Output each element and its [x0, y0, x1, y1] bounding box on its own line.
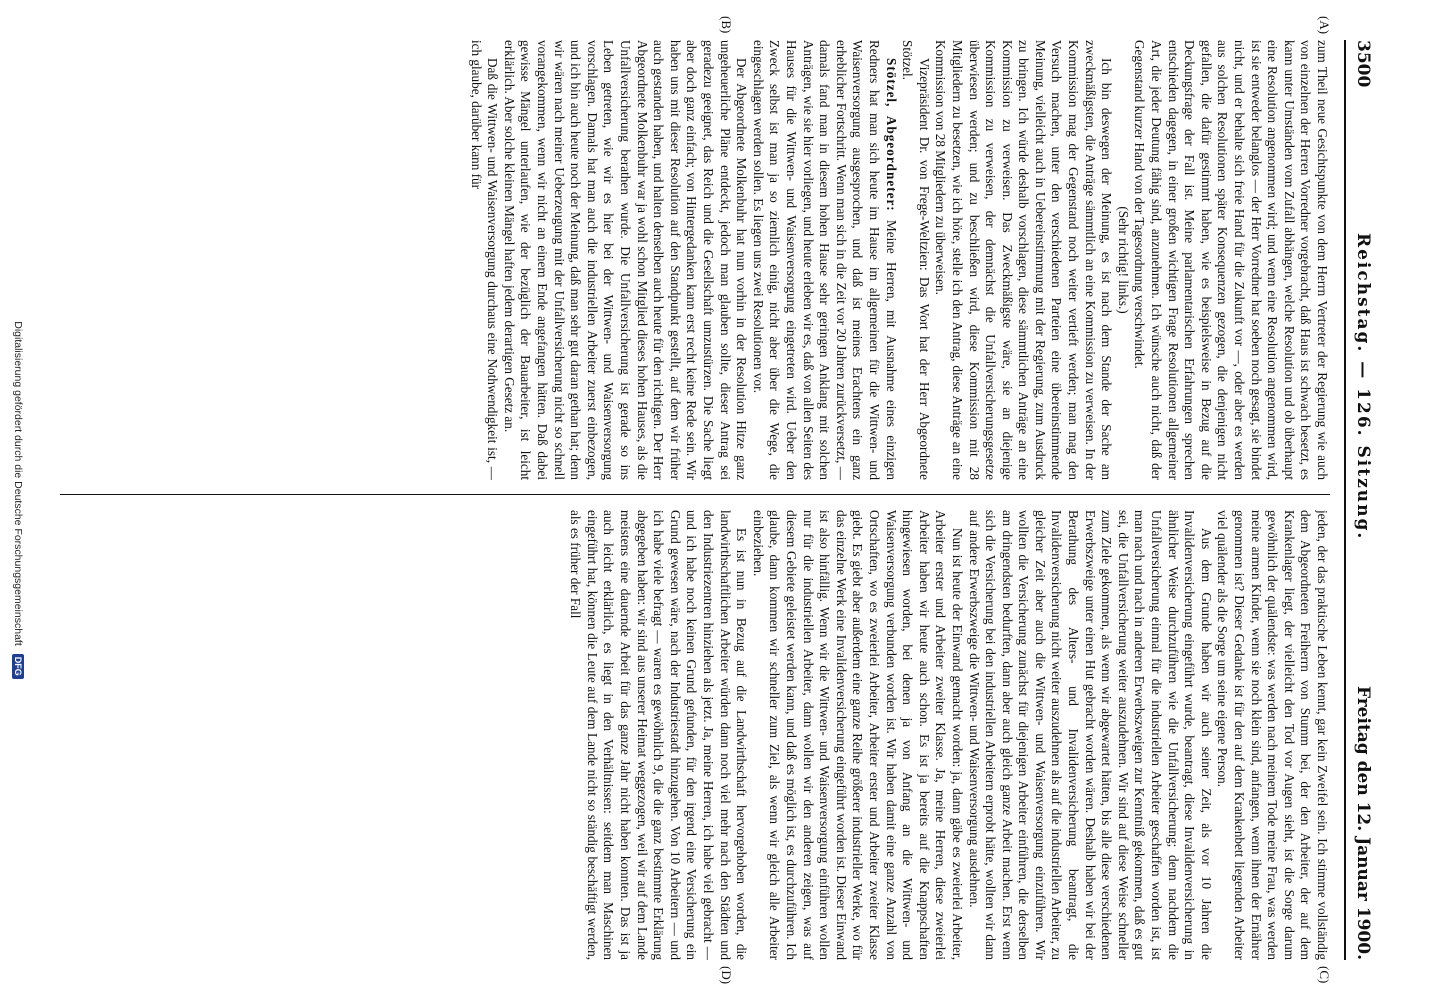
margin-marker-a: (A) — [1317, 16, 1332, 35]
paragraph: Aus dem Grunde haben wir auch seiner Zeit, als vor 10 Jahren die Invalidenversicherung eingeführt wurde, beantragt, diese Invalidenversicherung in ähnlicher Weise durchzuführen wie die Unfallversicherung; denn nachdem die Unfallversicherung einmal für die industriellen Arbeiter geschaffen worden ist, ist man nach und nach in anderen Erwerbszweigen zur Kenntniß gekommen, daß es gut sei, die Unfallversicherung weiter auszudehnen. Wir sind auf diese Weise schneller zum Ziele gekommen, als wenn wir abgewartet hätten, bis alle diese verschiedenen Erwerbszweige unter einen Hut gebracht worden wären. Deshalb haben wir bei der Berathung des Alters- und Invalidenversicherung beantragt, die Invalidenversicherung nicht weiter auszudehnen als auf die industriellen Arbeiter, zu gleicher Zeit aber auch die Wittwen- und Waisenversorgung einzuführen. Wir wollten die Versicherung zunächst für diejenigen Arbeiter einführen, die derselben am dringendsten bedurften, dann aber auch gleich ganze Arbeit machen. Erst wenn sich die Versicherung bei den industriellen Arbeitern erprobt hätte, wollten wir dann auf andere Erwerbszweige die Wittwen- und Waisenversorgung ausdehnen. — [966, 510, 1214, 960]
header-title: Reichstag. — 126. Sitzung. — [1353, 232, 1373, 541]
margin-marker-b: (B) — [719, 16, 734, 34]
footer-text: Digitalisierung gefördert durch die Deutsche Forschungsgemeinschaft — [12, 321, 24, 646]
paragraph: Es ist nun in Bezug auf die Landwirthschaft hervorgehoben worden, die landwirthschaftlichen Arbeiter würden dann noch viel mehr nach den Städten und den Industriezentren hinziehen als jetzt. Ja, meine Herren, ich habe viel gebracht — und ich habe noch keinen Grund gefunden, für den irgend eine Versicherung ein Grund gewesen wäre, nach der Industriestadt hinzugehen. Von 10 Arbeitern — und ich habe viele befragt — waren es gewöhnlich 9, die die ganz bestimmte Erklärung abgegeben haben: wir sind aus unserer Heimat weggezogen, weil wir auf dem Lande meistens eine dauernde Arbeit für das ganze Jahr nicht haben konnten. Das ist ja auch leicht erklärlich, es liegt in den Verhältnissen: seitdem man Maschinen eingeführt hat, können die Leute auf dem Lande nicht so ständig beschäftigt werden, als es früher der Fall — [568, 510, 750, 960]
paragraph: Meine Herren, mit Ausnahme eines einzigen Redners hat man sich heute im Hause im allgemeinen für die Wittwen- und Waisenversorgung ausgesprochen, und daß ist meines Erachtens ein ganz erheblicher Fortschritt. Wenn man sich in die Zeit vor 20 Jahren zurückversetzt, — damals fand man in diesem hohen Hause sehr geringen Anklang mit solchen Anträgen, wie sie hier vorliegen, und heute erleben wir es, daß von allen Seiten des Hauses für die Wittwen- und Waisenversorgung eingetreten wird. Ueber den Zweck selbst ist man ja so ziemlich einig, nicht aber über die Wege, die eingeschlagen werden sollen. Es liegen uns zwei Resolutionen vor. — [750, 40, 899, 480]
left-column — [60, 40, 1330, 480]
paragraph: Nun ist heute der Einwand gemacht worden: ja, dann gäbe es zweierlei Arbeiter, Arbeiter erster und Arbeiter zweiter Klasse. Ja, meine Herren, diese zweierlei Arbeiter haben wir heute auch schon. Es ist ja bereits auf die Knappschaften hingewiesen worden, bei denen ja von Anfang an die Wittwen- und Waisenversorgung verbunden worden ist. Wir haben damit eine ganze Anzahl von Ortschaften, wo es zweierlei Arbeiter, Arbeiter erster und Arbeiter zweiter Klasse giebt. Es giebt aber außerdem eine ganze Reihe größerer industrieller Werke, wo für das einzelne Werk eine Invalidenversicherung eingeführt worden ist. Dieser Einwand ist also hinfällig. Wenn wir die Wittwen- und Waisenversorgung einführen wollen nur für die industriellen Arbeiter, dann wollen wir den anderen zeigen, was auf diesem Gebiete geleistet werden kann, und daß es möglich ist, es durchzuführen. Ich glaube, dann kommen wir schneller zum Ziel, als wenn wir gleich alle Arbeiter einbeziehen. — [750, 510, 965, 960]
applause-note: (Sehr richtig! links.) — [1115, 206, 1131, 314]
paragraph: Daß die Wittwen- und Waisenversorgung durchaus eine Nothwendigkeit ist, — ich glaube, darüber kann für — [468, 40, 501, 480]
speaker-intro: Vizepräsident Dr. von Frege-Weltzien: Das Wort hat der Herr Abgeordnete Stötzel. — [900, 40, 932, 480]
right-column — [60, 510, 1330, 960]
margin-marker-c: (C) — [1317, 966, 1332, 984]
paragraph: jeden, der das praktische Leben kennt, gar kein Zweifel sein. Ich stimme vollständig dem Abgeordneten Freiherrn von Stumm bei, der den Arbeiter, der auf dem Krankenlager liegt, der vielleicht den Tod vor Augen sieht, ist die Sorge darum gewöhnlich der quälendste: was werden nach meinem Tode meine Frau, was werden meine armen Kinder, wenn sie noch klein sind, anfangen, wenn ihnen der Ernährer genommen ist? Dieser Gedanke ist für den auf dem Krankenbett liegenden Arbeiter viel quälender als die Sorge um seine eigene Person. — [1215, 510, 1330, 960]
page-number: 3500 — [1353, 40, 1373, 88]
page-header — [1344, 40, 1380, 960]
column-divider — [60, 494, 1330, 495]
paragraph: Der Abgeordnete Molkenbuhr hat nun vorhin in der Resolution Hitze ganz ungeheuerliche Pläne entdeckt, jedoch man glauben sollte, dieser Antrag sei geradezu geeignet, das Reich und die Gesellschaft umzustürzen. Die Sache liegt aber doch ganz einfach; von Hintergedanken kann erst recht keine Rede sein. Wir haben uns mit dieser Resolution auf den Standpunkt gestellt, auf dem wir früher auch gestanden haben, und halten denselben auch heute für den richtigen. Der Herr Abgeordnete Molkenbuhr war ja wohl schon Mitglied dieses hohen Hauses, als die Unfallversicherung berathen wurde. Die Unfallversicherung ist gerade so ins Leben getreten, wie wir es hier bei der Wittwen- und Waisenversorgung vorschlagen. Damals hat man auch die industriellen Arbeiter zuerst einbezogen, und ich bin auch heute noch der Meinung, daß man sehr gut daran gethan hat; denn wir wären nach meiner Ueberzeugung mit der Unfallversicherung nicht so schnell vorangekommen, wenn wir nicht an einem Ende angefangen hätten. Daß dabei gewisse Mängel unterlaufen, wie der bezüglich der Bauarbeiter, ist leicht erklärlich. Aber solche kleinen Mängel haften jedem derartigen Gesetz an. — [501, 40, 750, 480]
paragraph: Ich bin deswegen der Meinung, es ist nach dem Stande der Sache am zweckmäßigsten, die Anträge sämmtlich an eine Kommission zu verweisen. In der Kommission mag der Gegenstand noch weiter vertieft werden; man mag den Versuch machen, unter den verschiedenen Parteien eine übereinstimmende Meinung, vielleicht auch in Uebereinstimmung mit der Regierung, zum Ausdruck zu bringen. Ich würde deshalb vorschlagen, diese sämmtlichen Anträge an eine Kommission zu verweisen. Das Zweckmäßigste wäre, sie an diejenige Kommission zu verweisen, der demnächst die Unfallversicherungsgesetze überwiesen werden; und zu beschließen wird, diese Kommission mit 28 Mitgliedern zu besetzen, wie ich höre, stelle ich den Antrag, diese Anträge an eine Kommission von 28 Mitgliedern zu überweisen. — [933, 40, 1115, 480]
page-footer — [8, 0, 28, 1000]
speaker-block — [749, 40, 898, 480]
dfg-logo: DFG — [12, 654, 24, 679]
speaker-name: Stötzel, Abgeordneter: — [883, 58, 899, 212]
paragraph: zum Theil neue Gesichtspunkte von dem Herrn Vertreter der Regierung wie auch von einzelnen der Herren Vorredner vorgebracht, daß Haus ist schwach besetzt, es kann unter Umständen vom Zufall abhängen, welche Resolution und ob überhaupt eine Resolution angenommen wird; und wenn eine Resolution angenommen wird, ist sie entweder belanglos — der Herr Vorredner hat soeben noch gesagt, sie bindet nicht, und er behalte sich freie Hand für die Zukunft vor —, oder aber es werden aus solchen Resolutionen später Konsequenzen gezogen, die denjenigen nicht gefallen, die dafür gestimmt haben, wie es beispielsweise in Bezug auf die Deckungsfrage der Fall ist. Meine parlamentarischen Erfahrungen sprechen entschieden dagegen, in einer großen wichtigen Frage Resolutionen allgemeiner Art, die jeder Deutung fähig sind, anzunehmen. Ich wünsche auch nicht, daß der Gegenstand kurzer Hand von der Tagesordnung verschwindet. — [1132, 40, 1330, 480]
header-date: Freitag den 12. Januar 1900. — [1353, 685, 1373, 960]
margin-marker-d: (D) — [719, 966, 734, 985]
